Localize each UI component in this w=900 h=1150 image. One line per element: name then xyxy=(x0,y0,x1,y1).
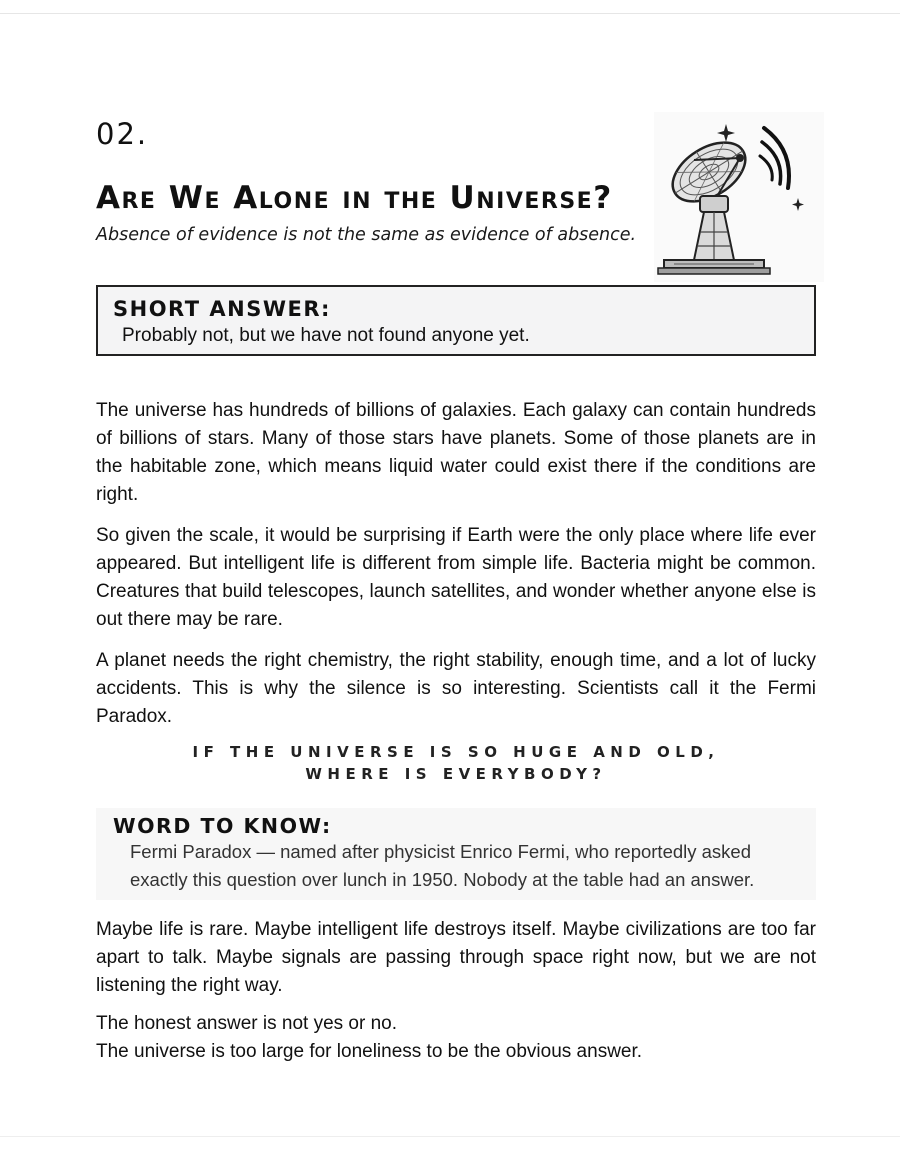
top-divider xyxy=(0,13,900,14)
pull-quote xyxy=(96,741,816,785)
pull-quote-line: WHERE IS EVERYBODY? xyxy=(305,765,607,783)
bottom-divider xyxy=(0,1136,900,1137)
chapter-subtitle: Absence of evidence is not the same as evidence of absence. xyxy=(96,225,637,245)
final-line: The honest answer is not yes or no. xyxy=(96,1013,397,1034)
pull-quote-line: IF THE UNIVERSE IS SO HUGE AND OLD, xyxy=(192,743,720,761)
chapter-title: Are We Alone in the Universe? xyxy=(96,180,613,216)
final-lines xyxy=(96,1010,816,1066)
final-line: The universe is too large for loneliness to be the obvious answer. xyxy=(96,1041,643,1062)
body-paragraph: A planet needs the right chemistry, the right stability, enough time, and a lot of lucky accidents. This is why the silence is so interesting. Scientists call it the Fermi Paradox. xyxy=(96,650,816,727)
definition-line: Fermi Paradox — named after physicist Enrico Fermi, who reportedly asked xyxy=(130,841,752,862)
word-to-know-heading: WORD TO KNOW: xyxy=(113,814,332,838)
radio-telescope-icon xyxy=(654,112,824,282)
closing-paragraph: Maybe life is rare. Maybe intelligent life destroys itself. Maybe civilizations are too far apart to talk. Maybe signals are passing through space right now, but we are not listening the right way. xyxy=(96,919,816,996)
chapter-number: 02. xyxy=(96,117,149,151)
definition-line: exactly this question over lunch in 1950. Nobody at the table had an answer. xyxy=(130,869,755,890)
short-answer-heading: SHORT ANSWER: xyxy=(113,297,331,321)
short-answer-box xyxy=(96,285,816,356)
body-paragraph: The universe has hundreds of billions of galaxies. Each galaxy can contain hundreds of billions of stars. Many of those stars have planets. Some of those planets are in the habitable zone, which means liquid water could exist there if the conditions are right. xyxy=(96,400,816,505)
word-to-know-definition xyxy=(130,838,754,894)
short-answer-text: Probably not, but we have not found anyone yet. xyxy=(122,325,530,346)
body-paragraph: So given the scale, it would be surprising if Earth were the only place where life ever appeared. But intelligent life is different from simple life. Bacteria might be common. Creatures that build telescopes, launch satellites, and wonder whether anyone else is out there may be rare. xyxy=(96,525,816,630)
word-to-know-box xyxy=(96,808,816,900)
